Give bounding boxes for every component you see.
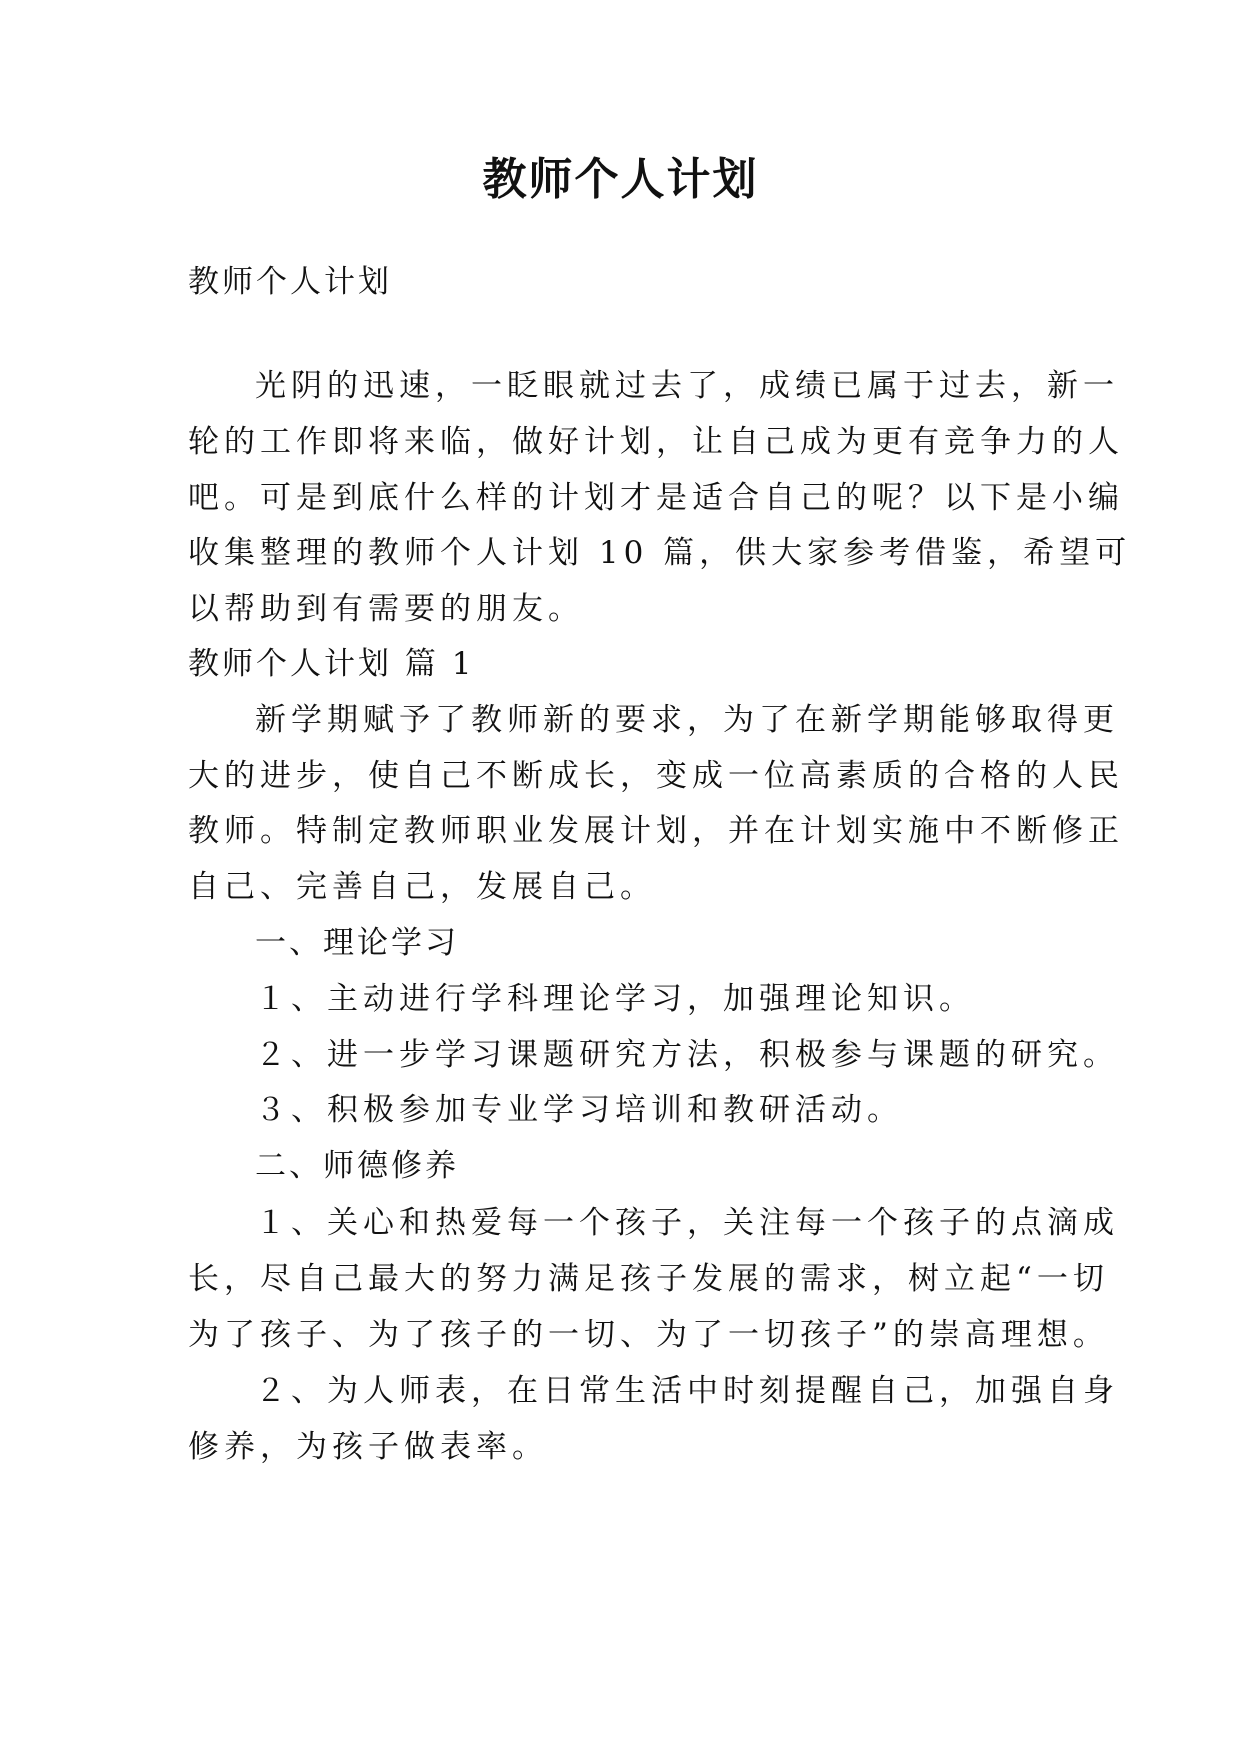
part1-item-1: １、主动进行学科理论学习，加强理论知识。 [255, 981, 975, 1017]
document-subtitle: 教师个人计划 [188, 264, 392, 300]
intro-line-4: 收集整理的教师个人计划 10 篇，供大家参考借鉴，希望可 [188, 535, 1132, 571]
section-para-line-3: 教师。特制定教师职业发展计划，并在计划实施中不断修正 [188, 813, 1124, 849]
document-title: 教师个人计划 [482, 154, 759, 205]
part2-item2-line-2: 修养，为孩子做表率。 [188, 1429, 548, 1465]
part2-item2-line-1: ２、为人师表，在日常生活中时刻提醒自己，加强自身 [255, 1373, 1119, 1409]
part1-item-3: ３、积极参加专业学习培训和教研活动。 [255, 1092, 903, 1128]
intro-line-5: 以帮助到有需要的朋友。 [188, 591, 584, 627]
part2-item1-line-2: 长，尽自己最大的努力满足孩子发展的需求，树立起“一切 [188, 1261, 1109, 1297]
section-para-line-2: 大的进步，使自己不断成长，变成一位高素质的合格的人民 [188, 758, 1124, 794]
intro-line-1: 光阴的迅速，一眨眼就过去了，成绩已属于过去，新一 [255, 368, 1119, 404]
section-heading: 教师个人计划 篇 1 [188, 646, 475, 682]
part2-item1-line-1: １、关心和热爱每一个孩子，关注每一个孩子的点滴成 [255, 1205, 1119, 1241]
part1-heading: 一、理论学习 [255, 925, 459, 961]
section-para-line-4: 自己、完善自己，发展自己。 [188, 869, 656, 905]
part2-item1-line-3: 为了孩子、为了孩子的一切、为了一切孩子”的崇高理想。 [188, 1317, 1109, 1353]
part2-heading: 二、师德修养 [255, 1148, 459, 1184]
intro-line-3: 吧。可是到底什么样的计划才是适合自己的呢？以下是小编 [188, 480, 1124, 516]
part1-item-2: ２、进一步学习课题研究方法，积极参与课题的研究。 [255, 1037, 1119, 1073]
intro-line-2: 轮的工作即将来临，做好计划，让自己成为更有竞争力的人 [188, 424, 1124, 460]
section-para-line-1: 新学期赋予了教师新的要求，为了在新学期能够取得更 [255, 702, 1119, 738]
